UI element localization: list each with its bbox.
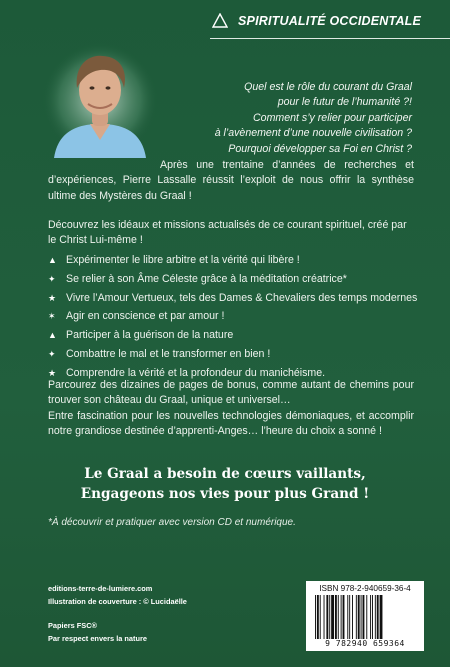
barcode-bar — [372, 595, 373, 639]
slogan-line: Engageons nos vies pour plus Grand ! — [80, 486, 370, 502]
list-item: ▲ Expérimenter le libre arbitre et la vérité qui libère ! — [48, 253, 420, 268]
barcode-icon — [315, 595, 415, 639]
question-line: Quel est le rôle du courant du Graal — [244, 81, 412, 93]
barcode-bar — [356, 595, 357, 639]
barcode-bar — [358, 595, 360, 639]
barcode-bar — [326, 595, 328, 639]
slogan-line: Le Graal a besoin de cœurs vaillants, — [84, 466, 366, 482]
barcode-bar — [349, 595, 350, 639]
sparkle-bullet-icon: ✦ — [48, 348, 56, 359]
barcode-bar — [375, 595, 376, 639]
question-line: pour le futur de l’humanité ?! — [277, 96, 412, 109]
isbn-barcode — [306, 581, 424, 651]
paper-certification: Papiers FSC® — [48, 621, 97, 630]
bonus-line: Entre fascination pour les nouvelles technologies démoniaques, et accomplir notre grandiose destinée d’apprenti-Anges… l’heure du choix a sonné ! — [48, 409, 414, 438]
collection-header — [212, 13, 421, 28]
header-divider — [210, 38, 450, 39]
isbn-label: ISBN 978-2-940659-36-4 — [319, 584, 411, 593]
question-line: Comment s’y relier pour participer — [253, 111, 412, 124]
slogan — [0, 464, 450, 504]
triangle-bullet-icon: ▲ — [48, 255, 57, 265]
barcode-bar — [347, 595, 348, 639]
barcode-bar — [324, 595, 325, 639]
collection-title: SPIRITUALITÉ OCCIDENTALE — [238, 13, 422, 28]
star-bullet-icon: ★ — [48, 292, 57, 303]
benefits-list — [48, 253, 420, 385]
barcode-bar — [315, 595, 316, 639]
intro-paragraph: Après une trentaine d’années de recherches et d’expériences, Pierre Lassalle réussit l’exploit de nous offrir la synthèse ultime des Mystères du Graal ! — [48, 159, 414, 202]
triangle-bullet-icon: ▲ — [48, 330, 57, 341]
barcode-bar — [320, 595, 321, 639]
barcode-bar — [331, 595, 334, 639]
bonus-line: Parcourez des dizaines de pages de bonus, comme autant de chemins pour trouver son château du Graal, unique et universel… — [48, 379, 414, 407]
barcode-bar — [361, 595, 362, 639]
list-item: ✦ Se relier à son Âme Céleste grâce à la méditation créatrice* — [48, 272, 420, 287]
question-line: à l’avènement d’une nouvelle civilisation ? — [214, 127, 412, 140]
illustration-credit: Illustration de couverture : © Lucidaëlle — [48, 597, 187, 606]
barcode-bar — [380, 595, 383, 639]
barcode-bar — [335, 595, 337, 639]
barcode-bar — [341, 595, 342, 639]
list-item: ✶ Agir en conscience et par amour ! — [48, 309, 420, 324]
key-questions — [142, 80, 412, 157]
barcode-bar — [317, 595, 319, 639]
list-item: ★ Comprendre la vérité et la profondeur du manichéisme. — [48, 366, 420, 381]
triangle-outline-icon — [212, 13, 228, 28]
barcode-bar — [370, 595, 371, 639]
environment-note: Par respect envers la nature — [48, 634, 148, 643]
barcode-bar — [377, 595, 379, 639]
barcode-bar — [352, 595, 353, 639]
barcode-bar — [338, 595, 339, 639]
asterisk-bullet-icon: ✶ — [48, 311, 56, 322]
barcode-digits: 9 782940 659364 — [325, 639, 405, 648]
barcode-bar — [329, 595, 330, 639]
discover-paragraph: Découvrez les idéaux et missions actualisés de ce courant spirituel, créé par le Christ Lui-même ! — [48, 219, 407, 247]
list-item: ✦ Combattre le mal et le transformer en bien ! — [48, 347, 420, 362]
barcode-bar — [366, 595, 367, 639]
star-bullet-icon: ★ — [48, 367, 57, 378]
list-item: ▲ Participer à la guérison de la nature — [48, 328, 420, 343]
footnote: *À découvrir et pratiquer avec version CD et numérique. — [48, 517, 296, 528]
barcode-bar — [343, 595, 345, 639]
publisher-website: editions-terre-de-lumiere.com — [48, 584, 153, 593]
bonus-paragraph — [48, 378, 414, 440]
barcode-bar — [363, 595, 365, 639]
sparkle-bullet-icon: ✦ — [48, 273, 56, 284]
list-item: ★ Vivre l’Amour Vertueux, tels des Dames & Chevaliers des temps modernes — [48, 291, 420, 306]
question-line: Pourquoi développer sa Foi en Christ ? — [228, 142, 412, 155]
